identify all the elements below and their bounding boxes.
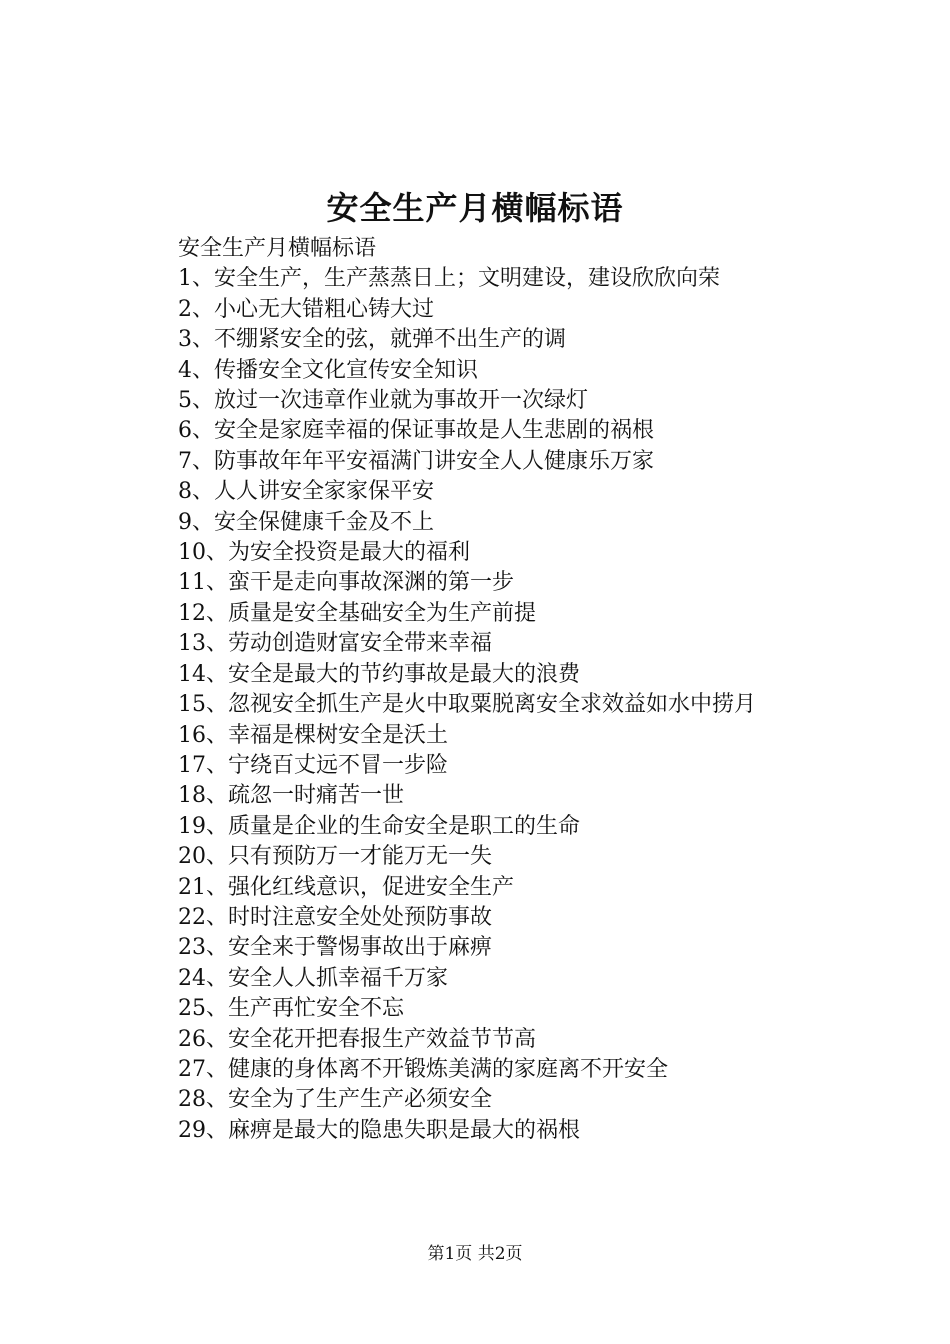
slogan-item: 21、强化红线意识，促进安全生产 [178,874,514,900]
slogan-item: 5、放过一次违章作业就为事故开一次绿灯 [178,388,588,414]
slogan-item: 16、幸福是棵树安全是沃土 [178,722,448,748]
slogan-item: 18、疏忽一时痛苦一世 [178,783,404,809]
slogan-item: 2、小心无大错粗心铸大过 [178,296,434,322]
slogan-item: 19、质量是企业的生命安全是职工的生命 [178,813,580,839]
slogan-item: 6、安全是家庭幸福的保证事故是人生悲剧的祸根 [178,418,654,444]
slogan-item: 25、生产再忙安全不忘 [178,996,404,1022]
slogan-item: 24、安全人人抓幸福千万家 [178,965,448,991]
page-title: 安全生产月横幅标语 [326,189,624,227]
slogan-item: 13、劳动创造财富安全带来幸福 [178,631,492,657]
slogan-item: 15、忽视安全抓生产是火中取粟脱离安全求效益如水中捞月 [178,692,756,718]
slogan-item: 1、安全生产，生产蒸蒸日上；文明建设，建设欣欣向荣 [178,266,720,292]
slogan-item: 23、安全来于警惕事故出于麻痹 [178,935,492,961]
page-footer: 第1页 共2页 [427,1244,523,1264]
slogan-item: 29、麻痹是最大的隐患失职是最大的祸根 [178,1117,580,1143]
slogan-item: 7、防事故年年平安福满门讲安全人人健康乐万家 [178,448,654,474]
slogan-item: 8、人人讲安全家家保平安 [178,479,434,505]
slogan-item: 9、安全保健康千金及不上 [178,509,434,535]
slogan-item: 17、宁绕百丈远不冒一步险 [178,752,448,778]
slogan-item: 22、时时注意安全处处预防事故 [178,904,492,930]
document-body [130,234,830,1146]
slogan-item: 20、只有预防万一才能万无一失 [178,844,492,870]
slogan-item: 27、健康的身体离不开锻炼美满的家庭离不开安全 [178,1056,668,1082]
slogan-item: 4、传播安全文化宣传安全知识 [178,357,478,383]
slogan-item: 12、质量是安全基础安全为生产前提 [178,600,536,626]
slogan-item: 10、为安全投资是最大的福利 [178,540,470,566]
document-subtitle: 安全生产月横幅标语 [178,236,377,261]
slogan-item: 3、不绷紧安全的弦，就弹不出生产的调 [178,327,566,353]
slogan-item: 14、安全是最大的节约事故是最大的浪费 [178,661,580,687]
slogan-item: 26、安全花开把春报生产效益节节高 [178,1026,536,1052]
slogan-item: 28、安全为了生产生产必须安全 [178,1087,492,1113]
slogan-item: 11、蛮干是走向事故深渊的第一步 [178,570,514,596]
